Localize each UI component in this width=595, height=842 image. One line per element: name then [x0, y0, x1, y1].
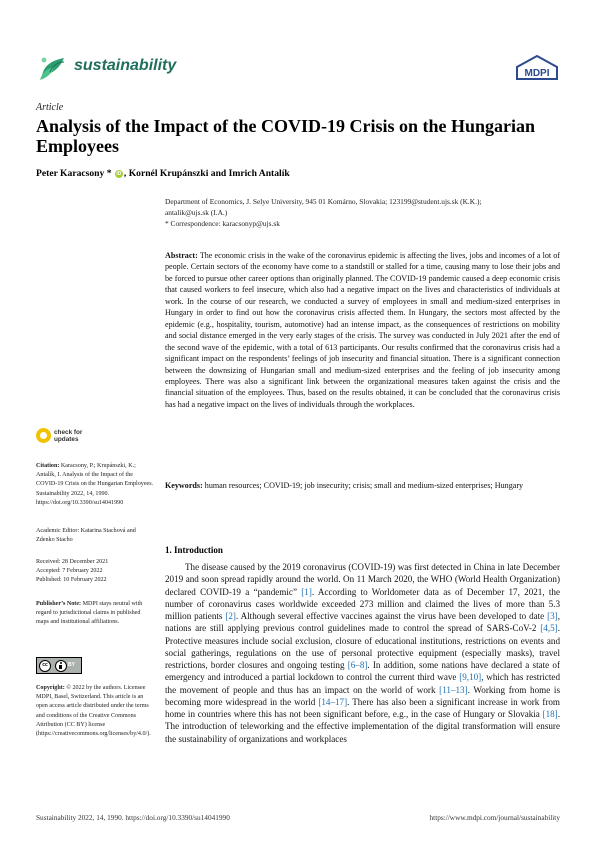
reference-link[interactable]: [3] — [547, 611, 558, 621]
author-list — [36, 168, 290, 179]
keywords-text: human resources; COVID-19; job insecurity; crisis; small and medium-sized enterprises; Hungary — [204, 481, 524, 490]
mdpi-logo-text: MDPI — [524, 68, 550, 79]
check-for-updates-button[interactable] — [36, 428, 96, 450]
reference-link[interactable]: [9,10] — [459, 672, 482, 683]
affiliations — [165, 196, 560, 229]
copyright — [36, 684, 154, 739]
date-published: Published: 10 February 2022 — [36, 577, 107, 584]
publisher-note — [36, 600, 154, 628]
reference-link[interactable]: [18] — [542, 709, 558, 719]
reference-link[interactable]: [2] — [225, 611, 236, 621]
publisher-note-label: Publisher’s Note: — [36, 601, 82, 607]
article-type: Article — [36, 102, 64, 113]
reference-link[interactable]: [11–13] — [439, 684, 468, 695]
journal-logo-icon — [34, 50, 70, 86]
journal-name[interactable]: sustainability — [74, 57, 177, 74]
reference-link[interactable]: [6–8] — [347, 660, 368, 670]
paper-title: Analysis of the Impact of the COVID-19 Crisis on the Hungarian Employees — [36, 116, 536, 156]
intro-text: The disease caused by the 2019 coronavirus (COVID-19) was first detected in China in late December 2019 and soon spread rapidly around the world. On 11 March 2020, the WHO (World Health Organization) declared COVID-19 a “pandemic” — [165, 562, 560, 597]
check-updates-label: check for updates — [54, 429, 83, 443]
cc-by-license-icon[interactable] — [36, 657, 82, 674]
citation — [36, 462, 154, 508]
reference-link[interactable]: [1] — [301, 586, 312, 597]
cc-icon: cc — [39, 660, 51, 672]
correspondence: * Correspondence: karacsonyp@ujs.sk — [165, 219, 280, 228]
by-label: BY — [68, 662, 75, 668]
reference-link[interactable]: [4,5] — [540, 623, 558, 634]
intro-text: . Although several effective vaccines against the virus have been developed to date — [235, 611, 548, 621]
intro-text: . Working from home is becoming more widespread in the world — [165, 684, 560, 707]
copyright-text: © 2022 by the authors. Licensee MDPI, Basel, Switzerland. This article is an open access article distributed under the terms and conditions of the Creative Commons Attribution (CC BY) license (https://creativecommons.org/licenses/by/4.0/). — [36, 685, 151, 738]
publisher-note-text: MDPI stays neutral with regard to jurisdictional claims in published maps and institutional affiliations. — [36, 601, 143, 626]
check-updates-icon — [36, 428, 51, 443]
first-author[interactable]: Peter Karacsony * — [36, 168, 112, 179]
reference-link[interactable]: [14–17] — [318, 696, 348, 707]
date-received: Received: 28 December 2021 — [36, 559, 109, 565]
intro-text: . There has also been a significant increase in work from home in countries where this has not been significant before, e.g., in the case of Hungary or Slovakia — [165, 696, 560, 719]
keywords-label: Keywords: — [165, 481, 203, 490]
affiliation-line: Department of Economics, J. Selye University, 945 01 Komárno, Slovakia; 123199@student.ujs.sk (K.K.); — [165, 197, 482, 206]
attribution-icon — [55, 660, 67, 672]
intro-text: . In addition, some nations have declared a state of emergency and introduced a partial lockdown to control the current third wave — [165, 660, 560, 683]
section-heading: 1. Introduction — [165, 545, 223, 555]
citation-text[interactable]: Karacsony, P.; Krupánszki, K.; Antalík, I. Analysis of the Impact of the COVID-19 Crisis on the Hungarian Employees. Sustainability 2022, 14, 1990. https://doi.org/10.3390/su14041990 — [36, 463, 154, 506]
date-accepted: Accepted: 7 February 2022 — [36, 568, 103, 575]
intro-text: , nations are still applying previous control guidelines made to control the spread of SARS-CoV-2 — [165, 611, 560, 634]
abstract-label: Abstract: — [165, 251, 198, 260]
intro-text: . Protective measures include social exclusion, closure of educational institutions, restrictions on events and social gatherings, regulations on the use of personal protective equipment (especially masks), travel restrictions, border closures and ongoing testing — [165, 623, 560, 670]
dates — [36, 558, 154, 586]
abstract — [165, 250, 560, 410]
citation-label: Citation: — [36, 463, 60, 469]
orcid-icon[interactable]: iD — [116, 171, 122, 177]
academic-editor: Academic Editor: Katarina Stachová and Zdenko Stacho — [36, 528, 136, 544]
page-footer — [36, 813, 560, 822]
affiliation-line: antalik@ujs.sk (I.A.) — [165, 208, 228, 217]
intro-text: , which has restricted the movement of people and thus has an impact on the world of work — [165, 672, 560, 695]
footer-journal-url[interactable]: https://www.mdpi.com/journal/sustainability — [429, 813, 560, 822]
other-authors[interactable]: , Kornél Krupánszki and Imrich Antalík — [123, 168, 290, 179]
abstract-text: The economic crisis in the wake of the coronavirus epidemic is affecting the lives, jobs and incomes of a lot of people. Certain sectors of the economy have come to a standstill or stalled for a time, causing many to lose their jobs and be forced to pursue other career options than originally planned. The COVID-19 pandemic caused a deep economic crisis that caused workers to feel insecure, which also had a negative impact on the lives and characteristics of individuals at work. In the course of our research, we conducted a survey of employees in small and medium-sized enterprises in Hungary in order to find out how the coronavirus crisis affected them. In Hungary, the sectors most affected by the epidemic (e.g., hospitality, tourism, automotive) had an intense impact, as the consequences of restrictions on mobility and social distance emerged in the very early stages of the crisis. The survey was conducted in July 2021 after the end of the second wave of the epidemic, with a total of 613 participants. Our results confirmed that the coronavirus crisis had a significant impact on the respondents’ feelings of job insecurity and financial situation. There is a significant connection between the downsizing of Hungarian small and medium-sized enterprises and the feeling of job insecurity among employees. There was also a significant link between the organizational measures taken against the crisis and the financial situation of the employees. Thus, based on the results obtained, it can be concluded that the coronavirus crisis has had a negative impact on the lives of individuals through the workplaces. — [165, 251, 560, 409]
copyright-label: Copyright: — [36, 685, 65, 691]
keywords — [165, 480, 560, 491]
introduction-paragraph — [165, 561, 560, 745]
mdpi-logo-icon[interactable] — [515, 55, 559, 81]
intro-text: . According to Worldometer data as of December 17, 2021, the number of coronavirus cases worldwide exceeded 273 million and claimed the lives of more than 5.3 million patients — [165, 586, 560, 621]
intro-text: . The introduction of teleworking and the effective implementation of the digital transformation will ensure the sustainability of organizations and workplaces — [165, 709, 560, 744]
footer-citation[interactable]: Sustainability 2022, 14, 1990. https://doi.org/10.3390/su14041990 — [36, 813, 230, 822]
